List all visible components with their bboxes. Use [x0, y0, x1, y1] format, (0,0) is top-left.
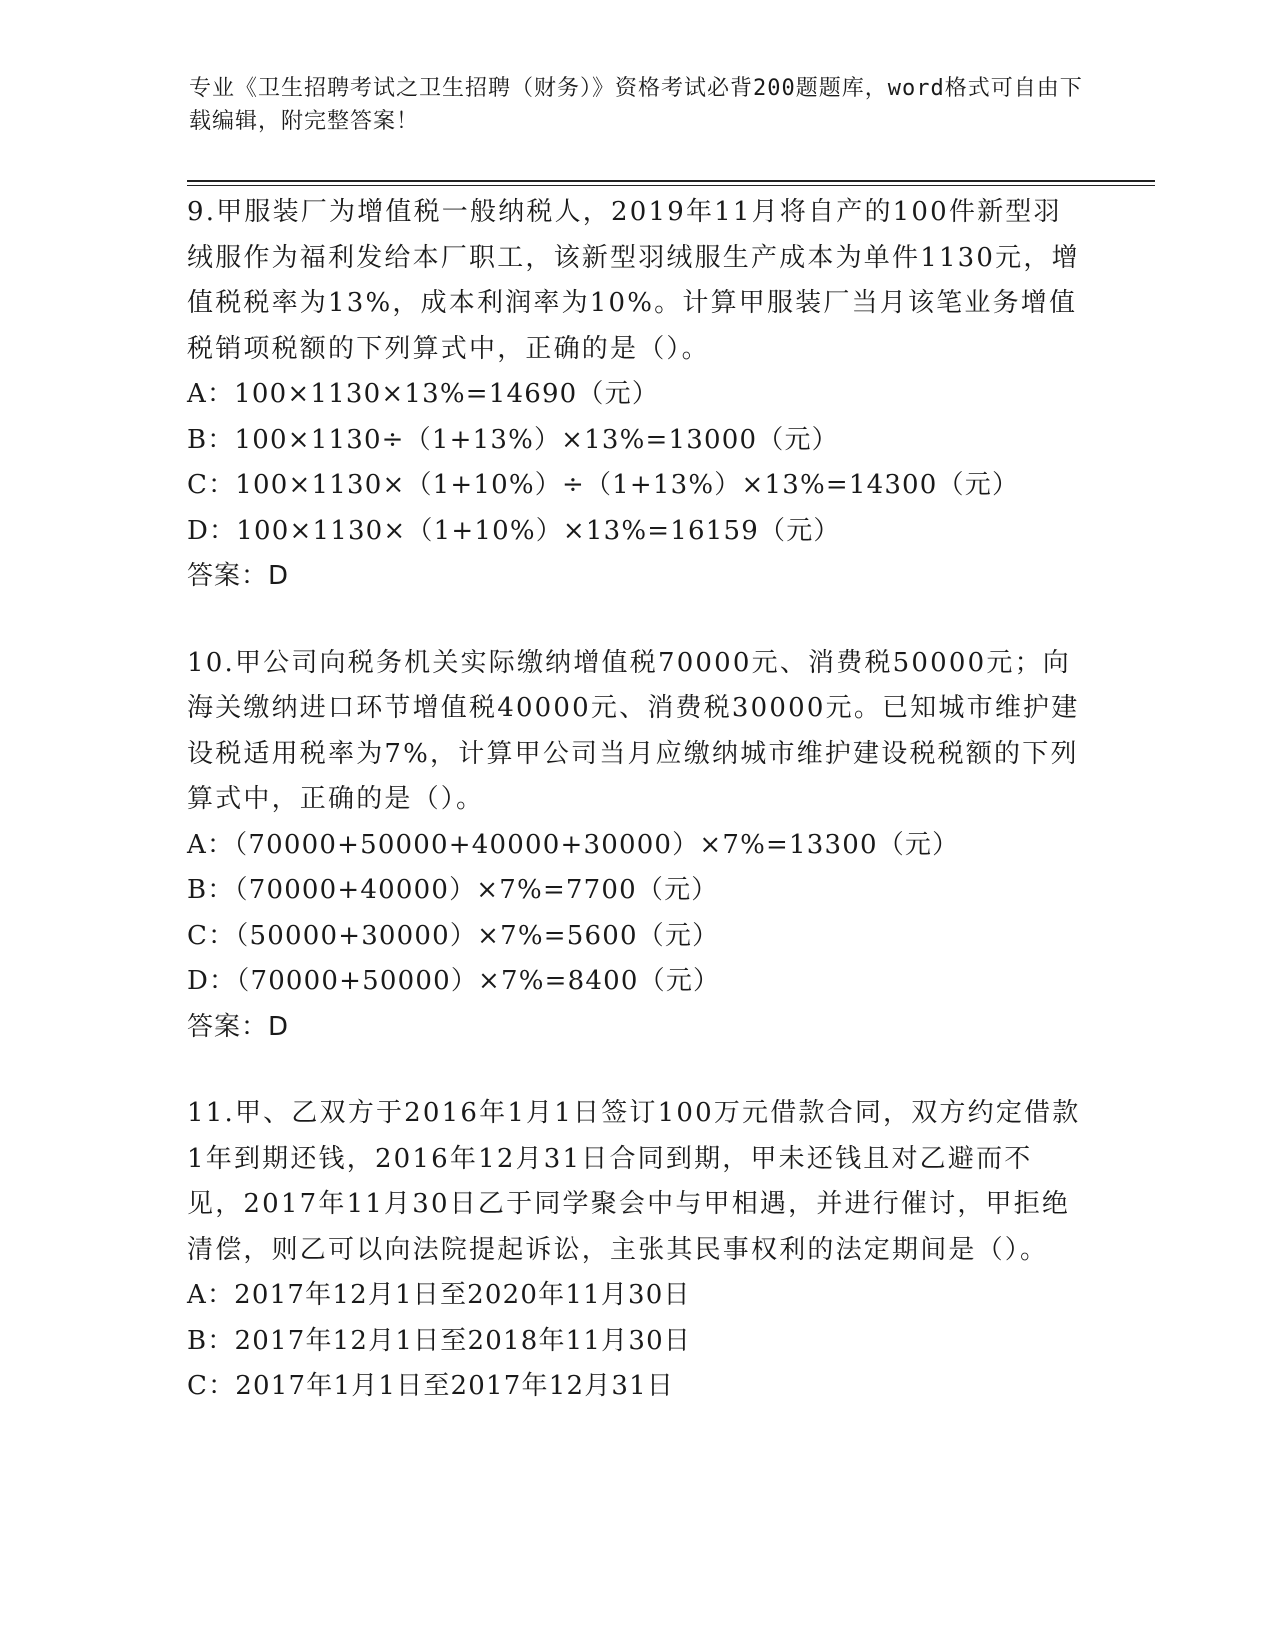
- option-a: A：100×1130×13%=14690（元）: [187, 379, 660, 409]
- option-a: A：（70000+50000+40000+30000）×7%=13300（元）: [187, 829, 960, 860]
- question-stem: 9.甲服装厂为增值税一般纳税人，2019年11月将自产的100件新型羽绒服作为福利发给本厂职工，该新型羽绒服生产成本为单件1130元，增值税税率为13%，成本利润率为10%。计算甲服装厂当月该笔业务增值税销项税额的下列算式中，正确的是（）。: [187, 197, 1080, 364]
- question-stem: 10.甲公司向税务机关实际缴纳增值税70000元、消费税50000元；向海关缴纳进口环节增值税40000元、消费税30000元。已知城市维护建设税适用税率为7%，计算甲公司当月应缴纳城市维护建设税税额的下列算式中，正确的是（）。: [187, 647, 1080, 814]
- header-divider-thin: [187, 185, 1155, 186]
- option-d: D：（70000+50000）×7%=8400（元）: [187, 966, 721, 996]
- document-header: 专业《卫生招聘考试之卫生招聘（财务）》资格考试必背200题题库，word格式可自由下载编辑，附完整答案！: [189, 76, 1083, 134]
- question-10: [187, 641, 1087, 1051]
- option-d: D：100×1130×（1+10%）×13%=16159（元）: [187, 515, 841, 546]
- option-c: C：100×1130×（1+10%）÷（1+13%）×13%=14300（元）: [187, 470, 1020, 500]
- answer-line: 答案：D: [187, 1011, 290, 1042]
- option-c: C：2017年1月1日至2017年12月31日: [187, 1371, 675, 1401]
- option-c: C：（50000+30000）×7%=5600（元）: [187, 920, 720, 951]
- question-11: [187, 1091, 1087, 1410]
- question-list: [187, 190, 1087, 1451]
- option-a: A：2017年12月1日至2020年11月30日: [187, 1280, 691, 1310]
- answer-line: 答案：D: [187, 561, 290, 591]
- option-b: B：100×1130÷（1+13%）×13%=13000（元）: [187, 424, 839, 455]
- option-b: B：2017年12月1日至2018年11月30日: [187, 1325, 692, 1356]
- question-stem: 11.甲、乙双方于2016年1月1日签订100万元借款合同，双方约定借款1年到期还钱，2016年12月31日合同到期，甲未还钱且对乙避而不见，2017年11月30日乙于同学聚会中与甲相遇，并进行催讨，甲拒绝清偿，则乙可以向法院提起诉讼，主张其民事权利的法定期间是（）。: [187, 1098, 1081, 1265]
- question-9: [187, 190, 1087, 600]
- option-b: B：（70000+40000）×7%=7700（元）: [187, 875, 719, 905]
- header-divider-thick: [187, 180, 1155, 182]
